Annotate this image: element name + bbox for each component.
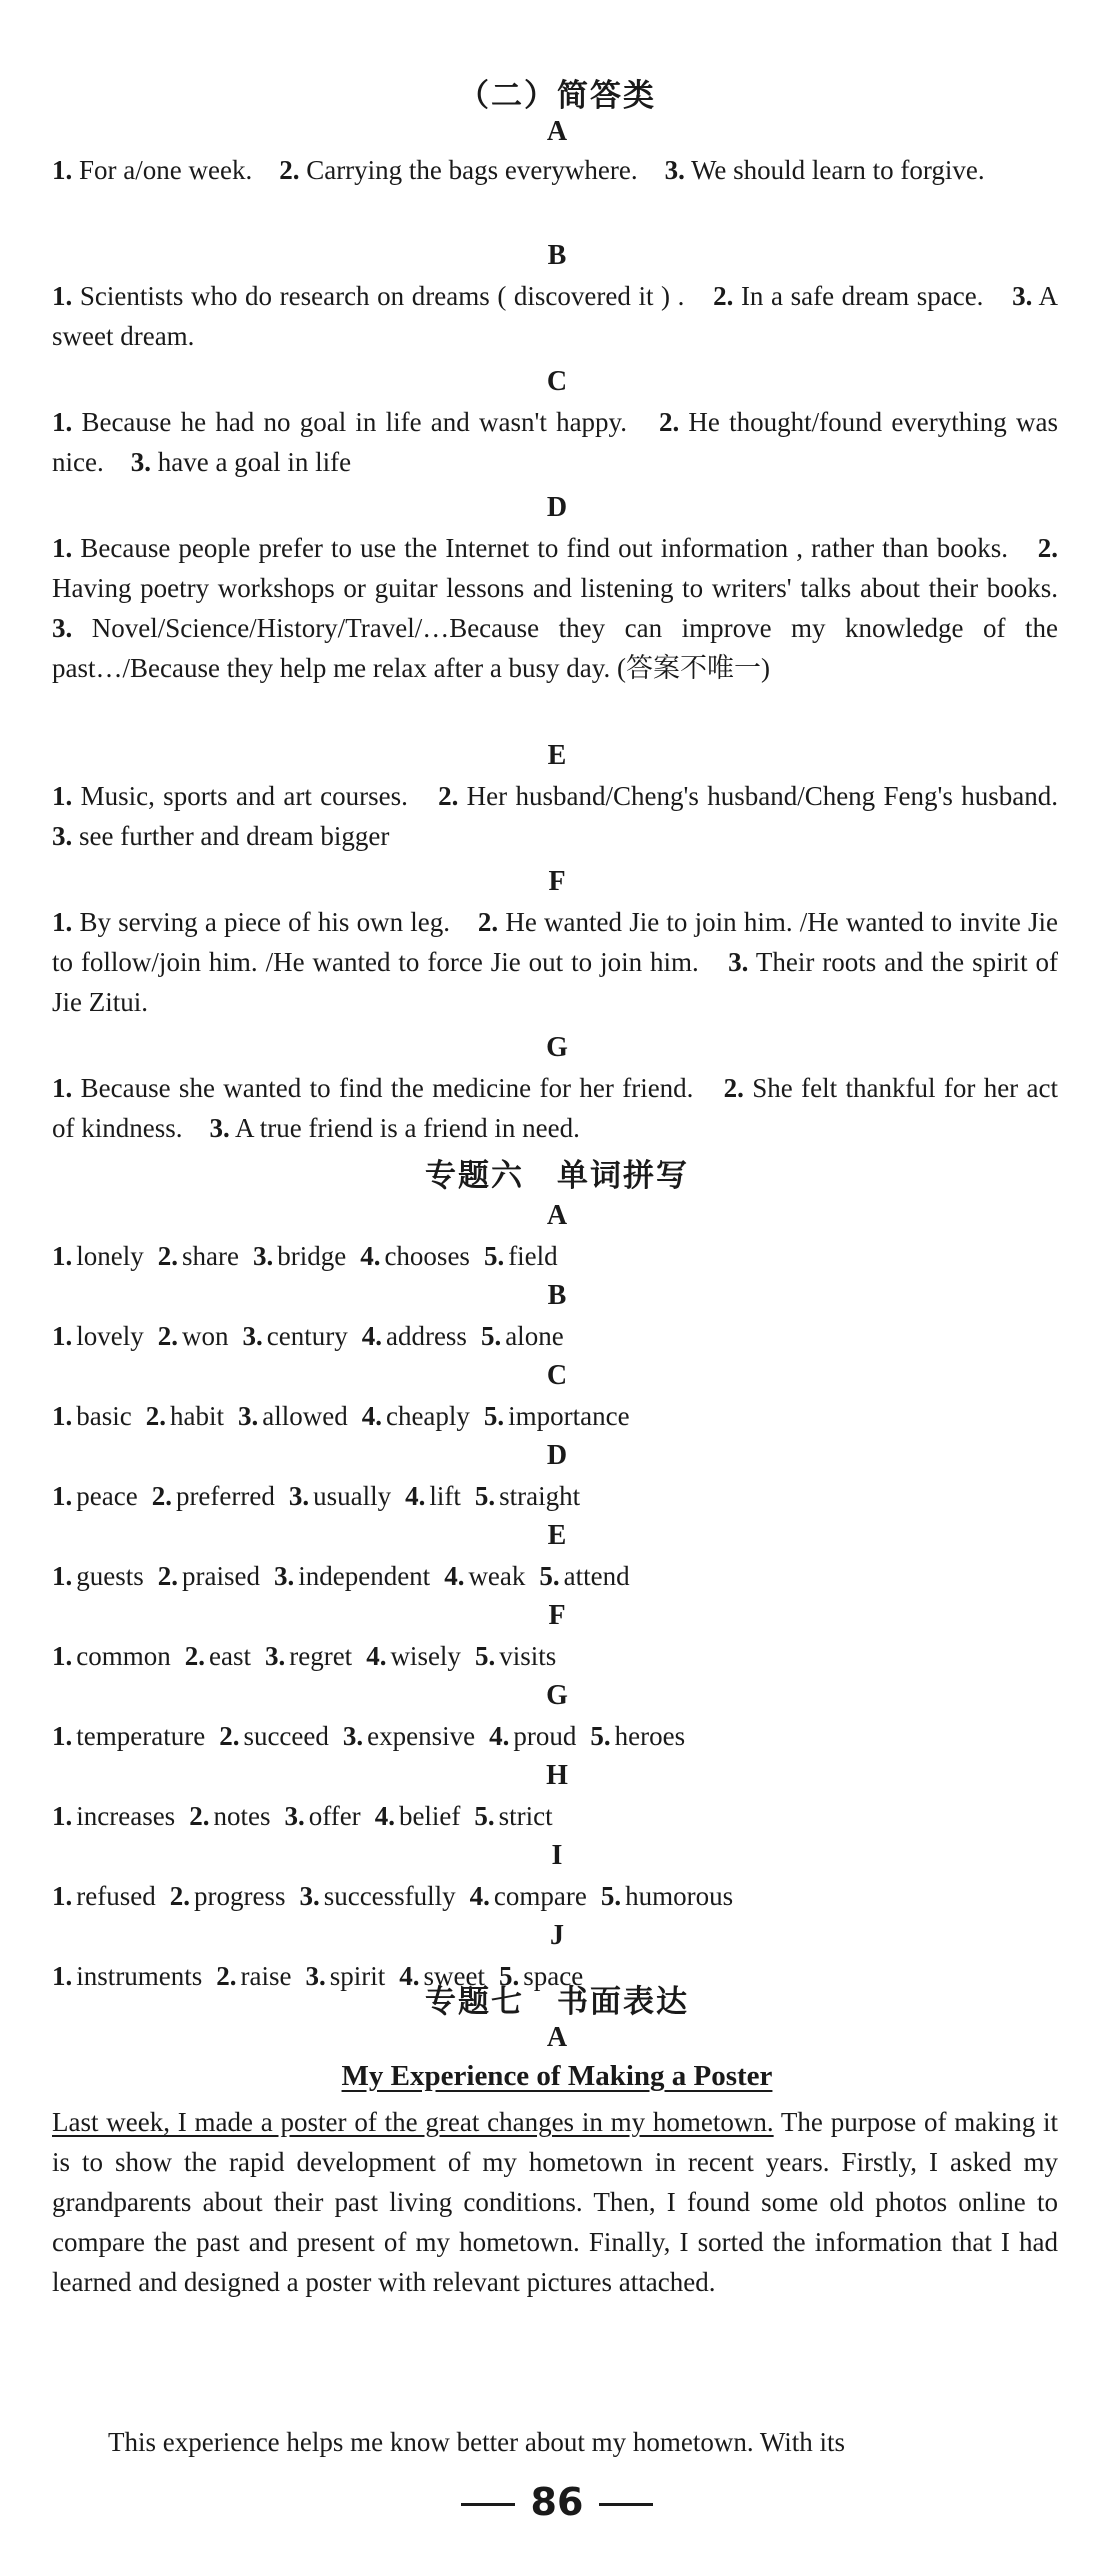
spelling-answer <box>52 1641 171 1671</box>
answer-word: praised <box>182 1561 260 1591</box>
answer-number: 3. <box>305 1961 326 1991</box>
spelling-answer <box>362 1321 467 1351</box>
group-letter: G <box>546 1680 568 1711</box>
spelling-answer <box>52 1801 175 1831</box>
answer-word: weak <box>468 1561 526 1591</box>
answer-word: visits <box>499 1641 557 1671</box>
answer-paragraph: 1. Music, sports and art courses. 2. Her husband/Cheng's husband/Cheng Feng's husband. 3. see further and dream bigger <box>52 781 1058 851</box>
spelling-row <box>52 1236 1058 1276</box>
answer-word: usually <box>313 1481 392 1511</box>
essay-title: My Experience of Making a Poster <box>341 2060 773 2092</box>
answer-number: 2. <box>219 1721 240 1751</box>
answer-number: 2. <box>145 1401 166 1431</box>
answer-number: 5. <box>483 1401 505 1431</box>
spelling-answer <box>52 1321 144 1351</box>
spelling-answer <box>444 1561 525 1591</box>
answer-number: 2. <box>216 1961 237 1991</box>
answer-word: won <box>182 1321 229 1351</box>
group-letter: A <box>546 2022 568 2053</box>
answer-number: 5. <box>498 1961 520 1991</box>
group-letter: J <box>550 1920 564 1951</box>
answer-number: 1. <box>52 1641 73 1671</box>
answer-word: common <box>76 1641 171 1671</box>
section-heading-spelling: 专题六 单词拼写 <box>425 1158 689 1194</box>
answer-number: 4. <box>361 1321 382 1351</box>
answer-word: heroes <box>614 1721 686 1751</box>
answer-word: lift <box>429 1481 461 1511</box>
answer-number: 4. <box>469 1881 490 1911</box>
answer-word: compare <box>493 1881 587 1911</box>
spelling-row <box>52 1876 1058 1916</box>
spelling-answer <box>52 1721 205 1751</box>
group-letter: H <box>546 1760 568 1791</box>
answer-number: 3. <box>342 1721 364 1751</box>
answer-paragraph: 1. Scientists who do research on dreams ( discovered it ) . 2. In a safe dream space. 3. A sweet dream. <box>52 281 1065 351</box>
answer-number: 4. <box>360 1241 381 1271</box>
answer-word: expensive <box>367 1721 476 1751</box>
answer-number: 5. <box>474 1801 495 1831</box>
answer-number: 2. <box>189 1801 210 1831</box>
answer-word: space <box>523 1961 584 1991</box>
spelling-answer <box>601 1881 733 1911</box>
answer-number: 4. <box>405 1481 426 1511</box>
answer-number: 5. <box>480 1321 502 1351</box>
answer-number: 4. <box>399 1961 420 1991</box>
answer-word: humorous <box>625 1881 734 1911</box>
answer-word: regret <box>289 1641 353 1671</box>
answer-number: 5. <box>474 1641 496 1671</box>
answer-number: 3. <box>264 1641 286 1671</box>
answer-paragraph: 1. For a/one week. 2. Carrying the bags everywhere. 3. We should learn to forgive. <box>52 155 985 185</box>
answer-word: raise <box>240 1961 292 1991</box>
spelling-answer <box>52 1881 156 1911</box>
answer-word: refused <box>76 1881 156 1911</box>
answer-word: allowed <box>262 1401 348 1431</box>
answer-word: instruments <box>76 1961 203 1991</box>
spelling-answer <box>243 1321 348 1351</box>
group-letter: F <box>548 866 566 897</box>
spelling-row <box>52 1636 1058 1676</box>
spelling-answer <box>539 1561 629 1591</box>
answer-word: lonely <box>76 1241 144 1271</box>
answer-word: notes <box>213 1801 271 1831</box>
answer-number: 3. <box>284 1801 305 1831</box>
group-letter: B <box>547 240 567 271</box>
spelling-answer <box>484 1401 630 1431</box>
answer-word: century <box>266 1321 348 1351</box>
answer-number: 5. <box>539 1561 560 1591</box>
spelling-answer <box>158 1241 239 1271</box>
answer-number: 2. <box>157 1321 178 1351</box>
spelling-answer <box>52 1241 144 1271</box>
answer-number: 3. <box>299 1881 320 1911</box>
spelling-answer <box>366 1641 461 1671</box>
spelling-answer <box>158 1561 260 1591</box>
answer-word: bridge <box>277 1241 347 1271</box>
spelling-answer <box>360 1241 470 1271</box>
answer-number: 2. <box>157 1241 178 1271</box>
answer-word: progress <box>193 1881 286 1911</box>
group-letter: B <box>547 1280 567 1311</box>
group-letter: D <box>546 1440 568 1471</box>
answer-number: 1. <box>52 1801 73 1831</box>
spelling-answer <box>475 1641 556 1671</box>
group-letter: A <box>546 116 568 147</box>
essay-paragraph-1: Last week, I made a poster of the great changes in my hometown. The purpose of making it is to show the rapid development of my hometown in recent years. Firstly, I asked my grandparents about their past living conditions. Then, I found some old photos online to compare the past and present of my hometown. Finally, I sorted the information that I had learned and designed a poster with relevant pictures attached. <box>52 2107 1058 2297</box>
group-letter: I <box>551 1840 563 1871</box>
spelling-answer <box>590 1721 685 1751</box>
answer-paragraph: 1. By serving a piece of his own leg. 2. He wanted Jie to join him. /He wanted to invite Jie to follow/join him. /He wanted to force Jie out to join him. 3. Their roots and the spirit of Jie Zitui. <box>52 907 1065 1017</box>
answer-number: 3. <box>252 1241 274 1271</box>
spelling-answer <box>185 1641 251 1671</box>
answer-word: increases <box>76 1801 176 1831</box>
answer-number: 4. <box>489 1721 510 1751</box>
spelling-answer <box>152 1481 275 1511</box>
answer-word: lovely <box>76 1321 144 1351</box>
answer-number: 1. <box>52 1561 73 1591</box>
answer-number: 1. <box>52 1241 73 1271</box>
answer-word: strict <box>498 1801 553 1831</box>
answer-word: cheaply <box>385 1401 470 1431</box>
essay-paragraph-2: This experience helps me know better about my hometown. With its <box>108 2427 846 2457</box>
section-heading-writing: 专题七 书面表达 <box>425 1984 689 2020</box>
spelling-answer <box>238 1401 348 1431</box>
spelling-row <box>52 1556 1058 1596</box>
answer-word: basic <box>76 1401 132 1431</box>
answer-word: belief <box>398 1801 461 1831</box>
answer-word: offer <box>308 1801 361 1831</box>
answer-word: sweet <box>423 1961 485 1991</box>
answer-number: 5. <box>600 1881 622 1911</box>
group-letter: E <box>547 1520 567 1551</box>
spelling-answer <box>475 1481 580 1511</box>
spelling-row <box>52 1396 1058 1436</box>
spelling-answer <box>52 1401 132 1431</box>
group-letter: F <box>548 1600 566 1631</box>
answer-paragraph: 1. Because people prefer to use the Internet to find out information , rather than books. 2. Having poetry workshops or guitar lessons and listening to writers' talks about their books. 3. Novel/Science/History/Travel/…Because they can improve my knowledge of the past…/Because they help me relax after a busy day. (答案不唯一) <box>52 533 1065 683</box>
answer-number: 2. <box>184 1641 205 1671</box>
group-letter: A <box>546 1200 568 1231</box>
spelling-answer <box>343 1721 475 1751</box>
answer-word: share <box>182 1241 239 1271</box>
spelling-answer <box>362 1401 470 1431</box>
spelling-answer <box>474 1801 552 1831</box>
spelling-answer <box>219 1721 329 1751</box>
group-letter: D <box>546 492 568 523</box>
answer-number: 3. <box>273 1561 295 1591</box>
answer-word: guests <box>76 1561 144 1591</box>
answer-word: proud <box>513 1721 577 1751</box>
answer-number: 1. <box>52 1721 73 1751</box>
answer-word: east <box>209 1641 251 1671</box>
spelling-answer <box>265 1641 352 1671</box>
answer-word: straight <box>499 1481 581 1511</box>
spelling-answer <box>375 1801 461 1831</box>
answer-word: wisely <box>390 1641 461 1671</box>
answer-number: 1. <box>52 1401 73 1431</box>
answer-word: succeed <box>243 1721 329 1751</box>
spelling-answer <box>146 1401 224 1431</box>
answer-word: temperature <box>76 1721 206 1751</box>
answer-number: 1. <box>52 1481 73 1511</box>
answer-paragraph: 1. Because she wanted to find the medicine for her friend. 2. She felt thankful for her act of kindness. 3. A true friend is a friend in need. <box>52 1073 1065 1143</box>
answer-word: preferred <box>175 1481 275 1511</box>
spelling-answer <box>299 1881 455 1911</box>
section-heading-short-answer: （二）简答类 <box>458 78 656 114</box>
answer-word: successfully <box>323 1881 456 1911</box>
spelling-answer <box>274 1561 430 1591</box>
answer-number: 4. <box>444 1561 465 1591</box>
answer-word: attend <box>563 1561 630 1591</box>
spelling-row <box>52 1796 1058 1836</box>
answer-word: spirit <box>329 1961 386 1991</box>
page-number: 86 <box>0 2480 1114 2524</box>
spelling-answer <box>289 1481 391 1511</box>
group-letter: E <box>547 740 567 771</box>
answer-number: 1. <box>52 1961 73 1991</box>
spelling-answer <box>470 1881 587 1911</box>
answer-number: 3. <box>242 1321 263 1351</box>
answer-word: independent <box>298 1561 431 1591</box>
spelling-answer <box>158 1321 229 1351</box>
spelling-answer <box>405 1481 461 1511</box>
group-letter: C <box>546 366 568 397</box>
answer-number: 4. <box>366 1641 387 1671</box>
spelling-answer <box>52 1481 138 1511</box>
answer-word: importance <box>508 1401 630 1431</box>
spelling-row <box>52 1476 1058 1516</box>
answer-number: 1. <box>52 1321 73 1351</box>
spelling-answer <box>284 1801 360 1831</box>
answer-number: 3. <box>237 1401 259 1431</box>
spelling-answer <box>52 1561 144 1591</box>
spelling-answer <box>489 1721 576 1751</box>
answer-number: 1. <box>52 1881 73 1911</box>
answer-number: 5. <box>474 1481 496 1511</box>
answer-word: peace <box>76 1481 138 1511</box>
answer-number: 4. <box>374 1801 395 1831</box>
answer-number: 3. <box>288 1481 310 1511</box>
answer-paragraph: 1. Because he had no goal in life and wasn't happy. 2. He thought/found everything was nice. 3. have a goal in life <box>52 407 1065 477</box>
answer-number: 5. <box>590 1721 611 1751</box>
answer-word: field <box>508 1241 558 1271</box>
answer-number: 4. <box>361 1401 382 1431</box>
answer-number: 2. <box>169 1881 190 1911</box>
spelling-answer <box>484 1241 558 1271</box>
spelling-row <box>52 1316 1058 1356</box>
spelling-answer <box>170 1881 286 1911</box>
answer-number: 5. <box>483 1241 505 1271</box>
spelling-answer <box>189 1801 270 1831</box>
answer-word: habit <box>169 1401 224 1431</box>
group-letter: C <box>546 1360 568 1391</box>
spelling-answer <box>481 1321 564 1351</box>
group-letter: G <box>546 1032 568 1063</box>
answer-word: alone <box>505 1321 564 1351</box>
answer-number: 2. <box>157 1561 178 1591</box>
answer-word: address <box>385 1321 467 1351</box>
spelling-row <box>52 1716 1058 1756</box>
spelling-answer <box>253 1241 346 1271</box>
answer-number: 2. <box>151 1481 172 1511</box>
answer-word: chooses <box>384 1241 470 1271</box>
